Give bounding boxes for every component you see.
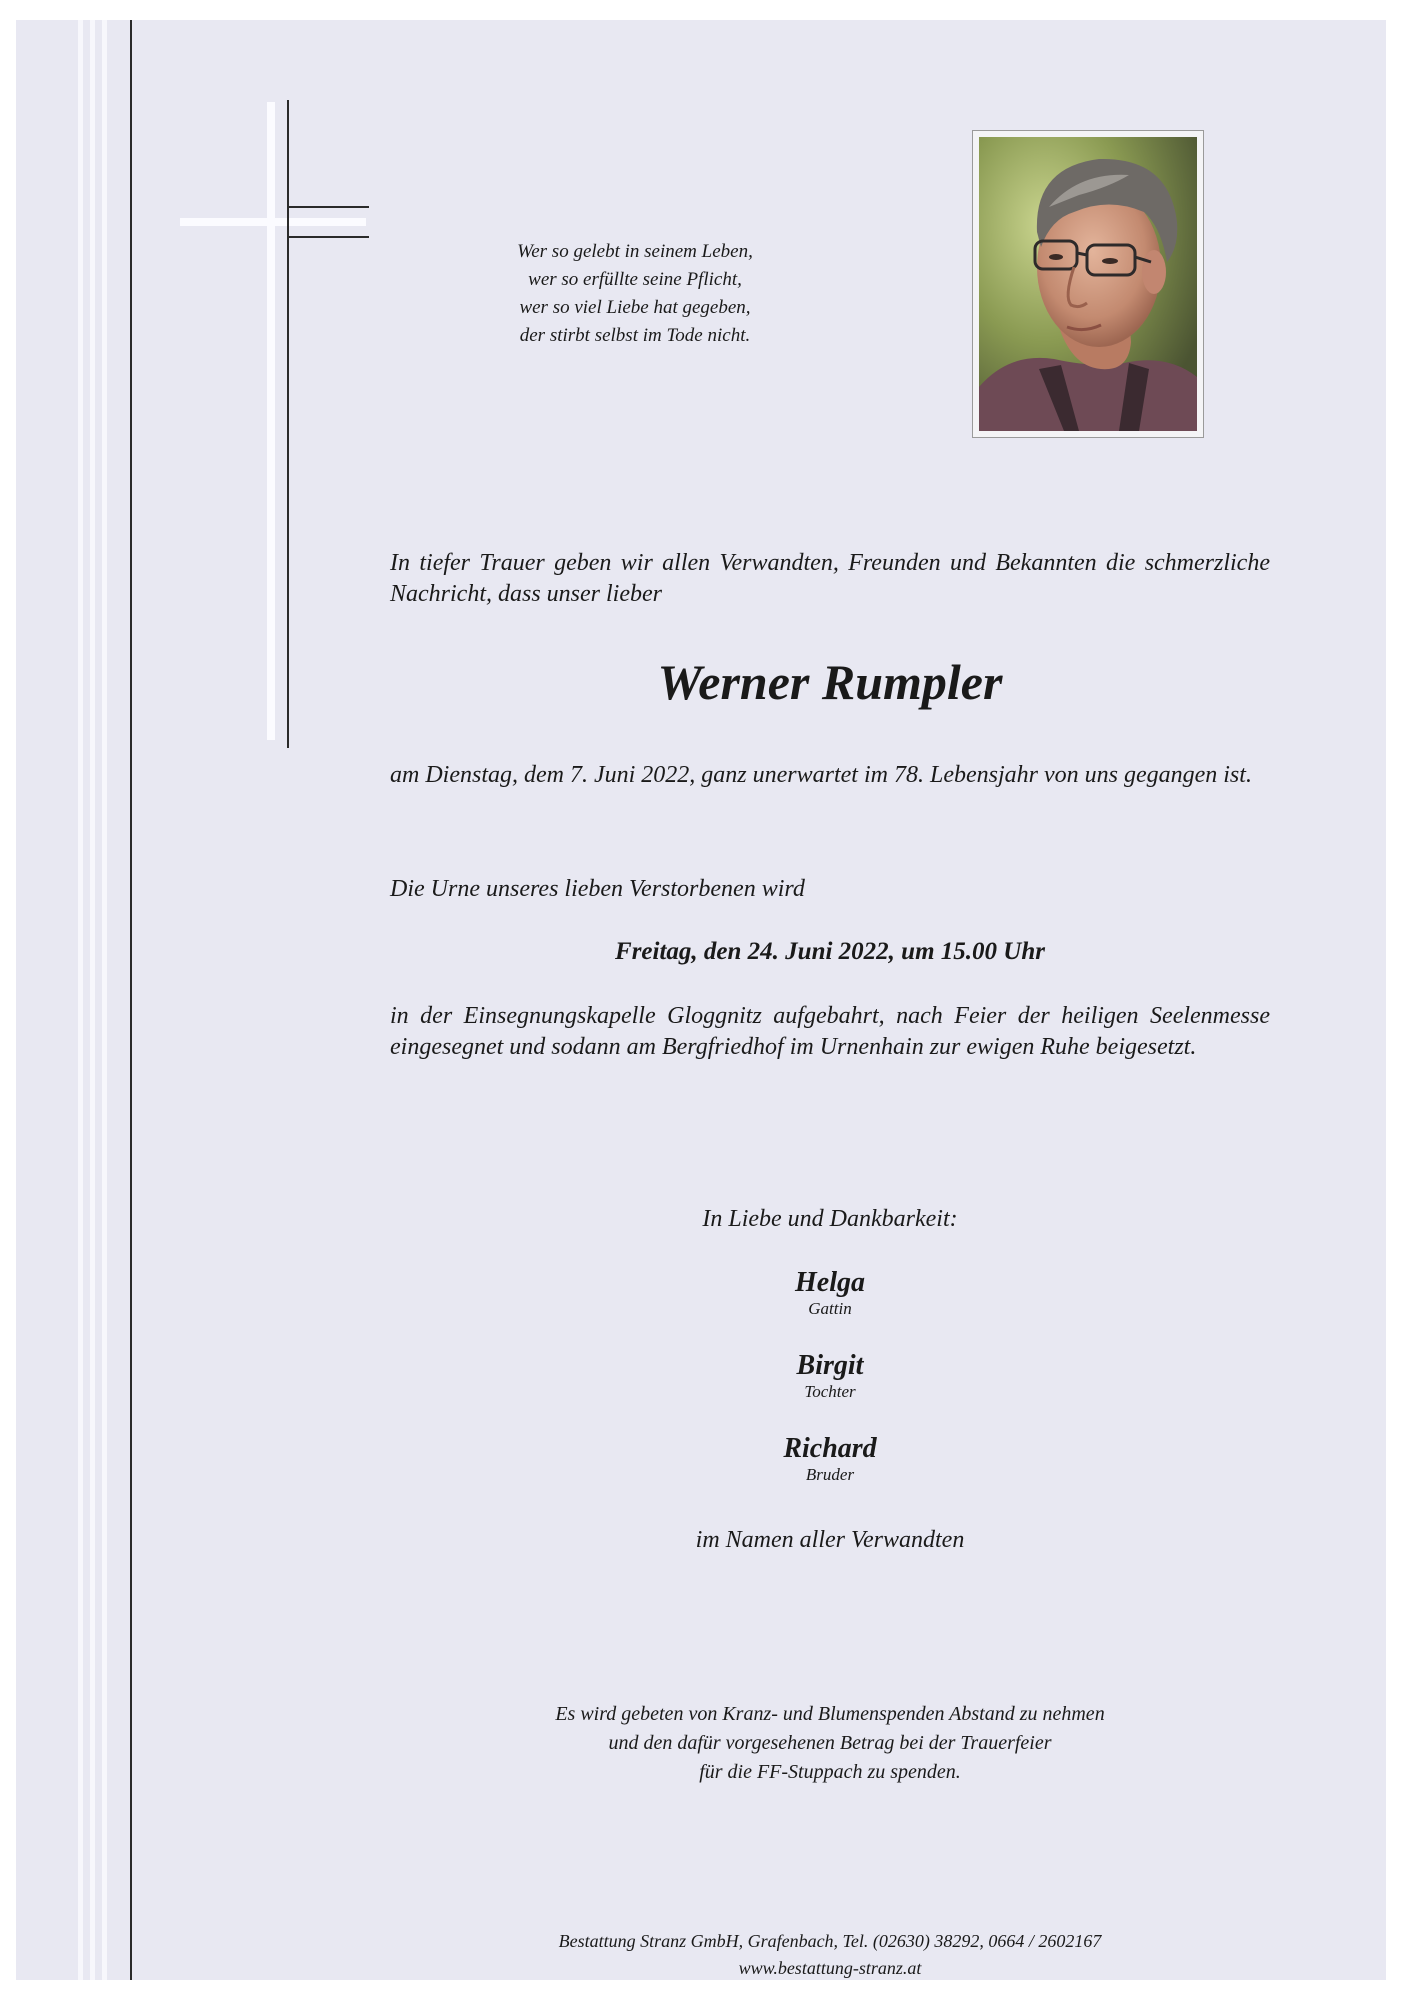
decorative-line (90, 20, 95, 1980)
funeral-home-contact: Bestattung Stranz GmbH, Grafenbach, Tel. (02630) 38292, 0664 / 2602167 (558, 1931, 1102, 1951)
mourner-relation: Gattin (808, 1299, 852, 1318)
announcement-intro: In tiefer Trauer geben wir allen Verwandten, Freunden und Bekannten die schmerzliche Nachricht, dass unser lieber (390, 550, 1270, 607)
mourner (390, 1350, 1270, 1402)
poem-line: wer so erfüllte seine Pflicht, (528, 269, 742, 290)
memorial-poem (470, 238, 800, 350)
donation-note (390, 1700, 1270, 1787)
mourner-name: Helga (795, 1267, 865, 1298)
mourner-relation: Tochter (804, 1382, 856, 1401)
donation-note-line: und den dafür vorgesehenen Betrag bei der Trauerfeier (608, 1732, 1052, 1754)
gratitude-line: In Liebe und Dankbarkeit: (702, 1206, 958, 1232)
urn-text: Die Urne unseres lieben Verstorbenen wird (390, 876, 805, 902)
decorative-line (78, 20, 83, 1980)
poem-line: Wer so gelebt in seinem Leben, (517, 241, 753, 262)
portrait-photo (979, 137, 1197, 431)
donation-note-line: Es wird gebeten von Kranz- und Blumenspenden Abstand zu nehmen (555, 1703, 1105, 1725)
ceremony-details: in der Einsegnungskapelle Gloggnitz aufgebahrt, nach Feier der heiligen Seelenmesse eingesegnet und sodann am Bergfriedhof im Urnenhain zur ewigen Ruhe beigesetzt. (390, 1003, 1270, 1060)
mourner-name: Richard (783, 1433, 877, 1464)
mourner-name: Birgit (796, 1350, 864, 1381)
donation-note-line: für die FF-Stuppach zu spenden. (699, 1761, 961, 1783)
poem-line: der stirbt selbst im Tode nicht. (519, 325, 751, 346)
ceremony-date: Freitag, den 24. Juni 2022, um 15.00 Uhr (615, 938, 1045, 965)
decorative-line (102, 20, 107, 1980)
closing-line: im Namen aller Verwandten (695, 1527, 965, 1553)
death-info: am Dienstag, dem 7. Juni 2022, ganz unerwartet im 78. Lebensjahr von uns gegangen ist. (390, 762, 1252, 788)
funeral-home-footer (390, 1928, 1270, 1982)
mourner (390, 1267, 1270, 1319)
mourner (390, 1433, 1270, 1485)
portrait-photo-frame (972, 130, 1204, 438)
decorative-line (130, 20, 132, 1980)
mourner-relation: Bruder (805, 1465, 855, 1484)
deceased-name: Werner Rumpler (657, 654, 1003, 710)
funeral-home-website: www.bestattung-stranz.at (738, 1958, 922, 1978)
poem-line: wer so viel Liebe hat gegeben, (519, 297, 751, 318)
